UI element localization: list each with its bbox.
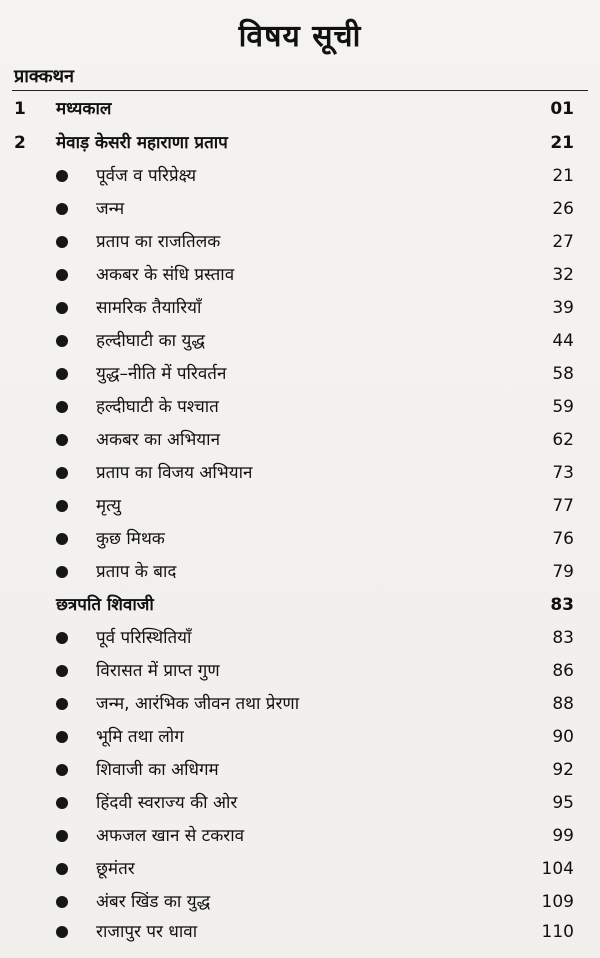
item-title: हल्दीघाटी का युद्ध <box>96 331 205 351</box>
item-page: 21 <box>552 166 574 186</box>
item-title: प्रताप का राजतिलक <box>96 232 221 252</box>
toc-list-item[interactable] <box>0 358 600 390</box>
chapter-title: मध्यकाल <box>56 99 112 119</box>
bullet-icon <box>56 926 68 938</box>
toc-list-item[interactable] <box>0 721 600 753</box>
toc-list-item[interactable] <box>0 787 600 819</box>
item-title: पूर्वज व परिप्रेक्ष्य <box>96 166 197 186</box>
item-title: प्रताप के बाद <box>96 562 177 582</box>
item-page: 99 <box>552 826 574 846</box>
item-title: छूमंतर <box>96 859 135 879</box>
bullet-icon <box>56 269 68 281</box>
item-page: 76 <box>552 529 574 549</box>
item-page: 92 <box>552 760 574 780</box>
item-page: 26 <box>552 199 574 219</box>
item-page: 86 <box>552 661 574 681</box>
bullet-icon <box>56 863 68 875</box>
toc-chapter-row[interactable] <box>0 93 600 125</box>
item-page: 32 <box>552 265 574 285</box>
bullet-icon <box>56 434 68 446</box>
item-page: 88 <box>552 694 574 714</box>
toc-list-item[interactable] <box>0 523 600 555</box>
toc-chapter-row[interactable] <box>0 127 600 159</box>
item-title: विरासत में प्राप्त गुण <box>96 661 220 681</box>
bullet-icon <box>56 896 68 908</box>
item-page: 58 <box>552 364 574 384</box>
item-page: 73 <box>552 463 574 483</box>
toc-list-item[interactable] <box>0 490 600 522</box>
bullet-icon <box>56 236 68 248</box>
item-page: 109 <box>541 892 574 912</box>
toc-list-item[interactable] <box>0 886 600 918</box>
chapter-number: 1 <box>14 99 26 119</box>
item-title: अंबर खिंड का युद्ध <box>96 892 211 912</box>
toc-chapter-row[interactable] <box>0 589 600 621</box>
bullet-icon <box>56 335 68 347</box>
item-title: हल्दीघाटी के पश्चात <box>96 397 219 417</box>
toc-list-item[interactable] <box>0 622 600 654</box>
item-title: अफजल खान से टकराव <box>96 826 245 846</box>
item-page: 90 <box>552 727 574 747</box>
bullet-icon <box>56 698 68 710</box>
item-page: 79 <box>552 562 574 582</box>
toc-list-item[interactable] <box>0 655 600 687</box>
item-title: अकबर का अभियान <box>96 430 221 450</box>
chapter-title: छत्रपति शिवाजी <box>56 595 154 615</box>
bullet-icon <box>56 665 68 677</box>
item-title: पूर्व परिस्थितियाँ <box>96 628 192 648</box>
item-title: प्रताप का विजय अभियान <box>96 463 253 483</box>
bullet-icon <box>56 632 68 644</box>
chapter-page: 21 <box>550 133 574 153</box>
item-page: 83 <box>552 628 574 648</box>
item-title: जन्म, आरंभिक जीवन तथा प्रेरणा <box>96 694 300 714</box>
item-page: 44 <box>552 331 574 351</box>
item-page: 39 <box>552 298 574 318</box>
toc-list-item[interactable] <box>0 688 600 720</box>
item-page: 110 <box>541 922 574 942</box>
bullet-icon <box>56 533 68 545</box>
item-page: 104 <box>541 859 574 879</box>
preface-heading: प्राक्कथन <box>14 66 75 87</box>
item-title: अकबर के संधि प्रस्ताव <box>96 265 235 285</box>
toc-list-item[interactable] <box>0 391 600 423</box>
bullet-icon <box>56 500 68 512</box>
item-title: हिंदवी स्वराज्य की ओर <box>96 793 238 813</box>
item-page: 95 <box>552 793 574 813</box>
bullet-icon <box>56 764 68 776</box>
bullet-icon <box>56 401 68 413</box>
bullet-icon <box>56 203 68 215</box>
item-title: सामरिक तैयारियाँ <box>96 298 202 318</box>
toc-list-item[interactable] <box>0 226 600 258</box>
toc-list-item[interactable] <box>0 457 600 489</box>
toc-list-item[interactable] <box>0 259 600 291</box>
bullet-icon <box>56 368 68 380</box>
bullet-icon <box>56 731 68 743</box>
toc-list-item[interactable] <box>0 193 600 225</box>
item-title: जन्म <box>96 199 125 219</box>
bullet-icon <box>56 830 68 842</box>
toc-list-item[interactable] <box>0 424 600 456</box>
chapter-number: 2 <box>14 133 26 153</box>
toc-list-item[interactable] <box>0 853 600 885</box>
item-page: 27 <box>552 232 574 252</box>
bullet-icon <box>56 302 68 314</box>
bullet-icon <box>56 467 68 479</box>
toc-list-item[interactable] <box>0 754 600 786</box>
toc-list-item[interactable] <box>0 325 600 357</box>
toc-list-item[interactable] <box>0 556 600 588</box>
item-title: शिवाजी का अधिगम <box>96 760 219 780</box>
toc-list-item[interactable] <box>0 820 600 852</box>
item-title: मृत्यु <box>96 496 121 516</box>
item-page: 77 <box>552 496 574 516</box>
item-title: राजापुर पर धावा <box>96 922 198 942</box>
item-title: भूमि तथा लोग <box>96 727 184 747</box>
bullet-icon <box>56 170 68 182</box>
chapter-page: 83 <box>550 595 574 615</box>
item-page: 62 <box>552 430 574 450</box>
toc-list-item[interactable] <box>0 160 600 192</box>
page-title: विषय सूची <box>238 19 362 54</box>
chapter-title: मेवाड़ केसरी महाराणा प्रताप <box>56 133 228 153</box>
toc-list-item[interactable] <box>0 916 600 948</box>
bullet-icon <box>56 797 68 809</box>
chapter-page: 01 <box>550 99 574 119</box>
preface-divider <box>12 90 588 91</box>
item-title: कुछ मिथक <box>96 529 165 549</box>
item-title: युद्ध–नीति में परिवर्तन <box>96 364 227 384</box>
toc-list-item[interactable] <box>0 292 600 324</box>
item-page: 59 <box>552 397 574 417</box>
bullet-icon <box>56 566 68 578</box>
